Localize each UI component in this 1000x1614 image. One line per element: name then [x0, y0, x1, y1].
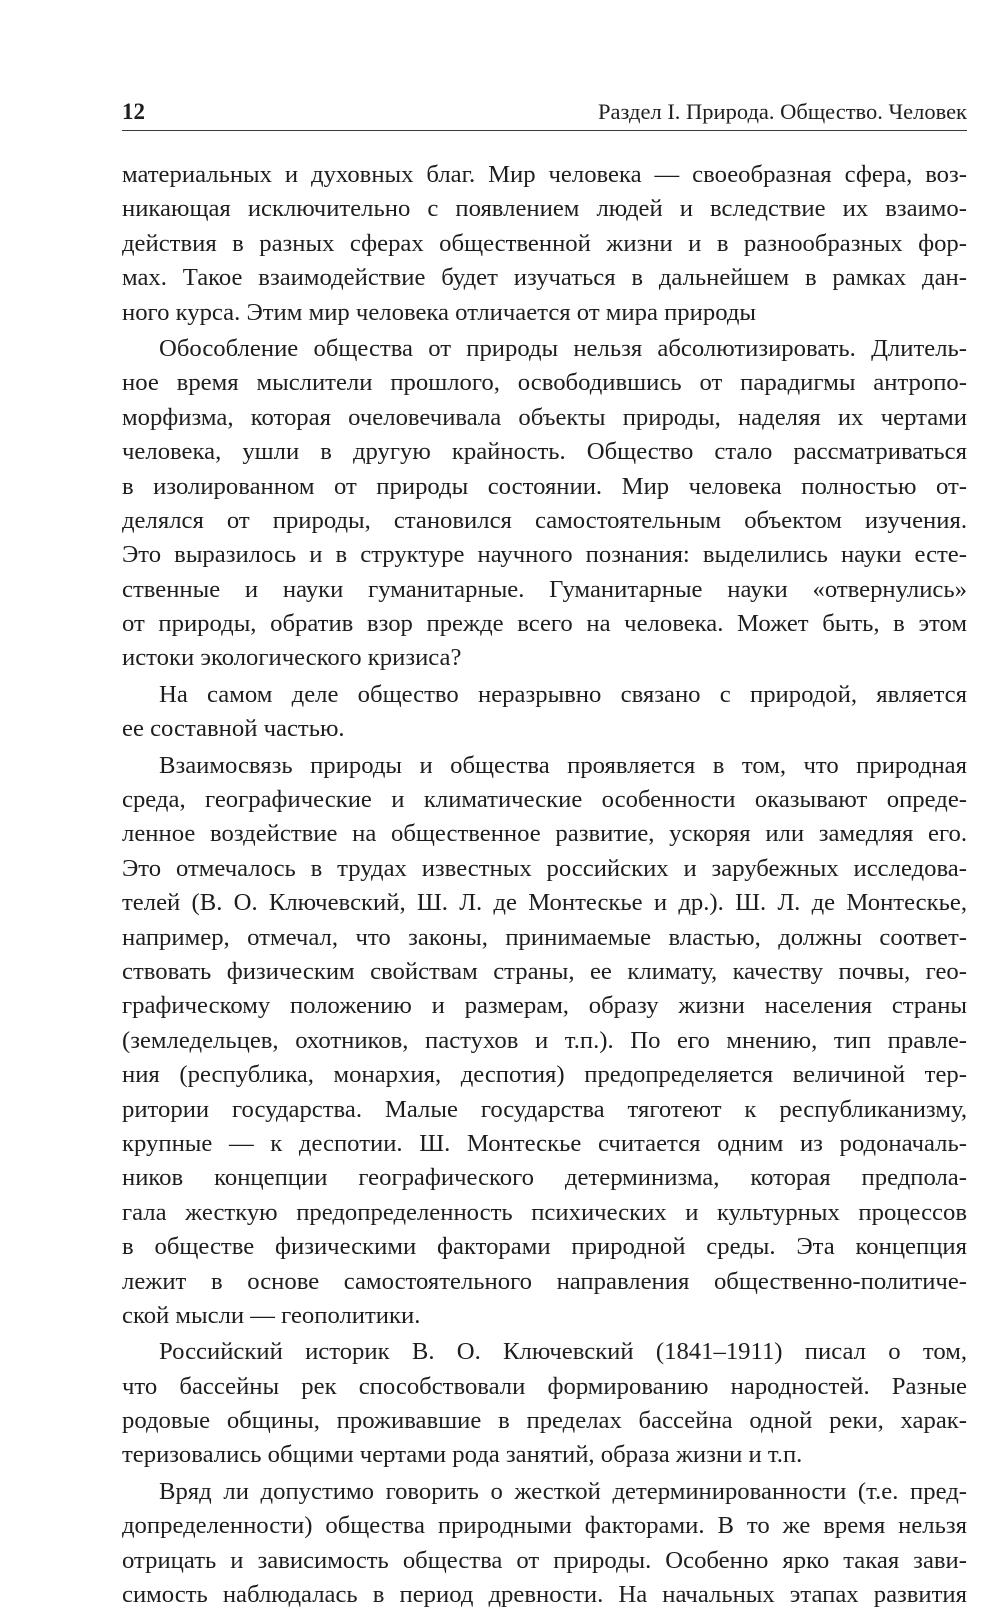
text-line: крупные — к деспотии. Ш. Монтескье считается одним из родоначаль- [122, 1129, 967, 1157]
text-line: истоки экологического кризиса? [122, 644, 462, 672]
text-line: родовые общины, проживавшие в пределах бассейна одной реки, харак- [122, 1407, 967, 1435]
text-line: от природы, обратив взор прежде всего на человека. Может быть, в этом [122, 610, 967, 638]
text-line: теризовались общими чертами рода занятий, образа жизни и т.п. [122, 1441, 803, 1469]
text-line: делялся от природы, становился самостоятельным объектом изучения. [122, 506, 967, 534]
text-line: Российский историк В. О. Ключевский (1841–1911) писал о том, [159, 1338, 967, 1366]
page-number: 12 [122, 99, 145, 124]
text-line: что бассейны рек способствовали формированию народностей. Разные [122, 1372, 967, 1400]
text-line: Это отмечалось в трудах известных российских и зарубежных исследова- [122, 854, 967, 882]
text-line: Обособление общества от природы нельзя абсолютизировать. Длитель- [159, 334, 967, 362]
text-line: в обществе физическими факторами природной среды. Эта концепция [122, 1233, 967, 1261]
text-line: телей (В. О. Ключевский, Ш. Л. де Монтескье и др.). Ш. Л. де Монтескье, [122, 889, 967, 917]
text-line: ленное воздействие на общественное развитие, ускоряя или замедляя его. [122, 820, 967, 848]
text-line: ее составной частью. [122, 715, 345, 743]
text-line: ников концепции географического детерминизма, которая предпола- [122, 1164, 967, 1192]
paragraph [122, 678, 967, 747]
paragraph [122, 158, 967, 330]
text-line: графическому положению и размерам, образу жизни населения страны [122, 992, 967, 1020]
text-line: отрицать и зависимость общества от природы. Особенно ярко такая зави- [122, 1546, 967, 1574]
text-line: ния (республика, монархия, деспотия) предопределяется величиной тер- [122, 1061, 967, 1089]
text-line: например, отмечал, что законы, принимаемые властью, должны соответ- [122, 923, 967, 951]
text-line: материальных и духовных благ. Мир человека — своеобразная сфера, воз- [122, 161, 967, 188]
text-line: Вряд ли допустимо говорить о жесткой детерминированности (т.е. пред- [159, 1477, 967, 1505]
text-line: гала жесткую предопределенность психических и культурных процессов [122, 1198, 967, 1226]
paragraph [122, 1335, 967, 1473]
section-title: Раздел I. Природа. Общество. Человек [598, 99, 967, 124]
text-line: в изолированном от природы состоянии. Мир человека полностью от- [122, 472, 967, 500]
text-line: (земледельцев, охотников, пастухов и т.п.). По его мнению, тип правле- [122, 1026, 967, 1054]
text-line: На самом деле общество неразрывно связано с природой, является [159, 680, 967, 708]
text-line: симость наблюдалась в период древности. На начальных этапах развития [122, 1581, 967, 1609]
text-line: мах. Такое взаимодействие будет изучаться в дальнейшем в рамках дан- [122, 264, 967, 292]
running-head [122, 96, 967, 131]
paragraph [122, 1475, 967, 1613]
body-text [122, 158, 967, 1614]
text-line: человека, ушли в другую крайность. Общество стало рассматриваться [122, 438, 967, 466]
text-line: морфизма, которая очеловечивала объекты природы, наделяя их чертами [122, 403, 967, 431]
text-line: среда, географические и климатические особенности оказывают опреде- [122, 786, 967, 814]
text-line: никающая исключительно с появлением людей и вследствие их взаимо- [122, 195, 967, 223]
text-line: ритории государства. Малые государства тяготеют к республиканизму, [122, 1095, 967, 1123]
text-line: допределенности) общества природными факторами. В то же время нельзя [122, 1512, 967, 1540]
text-line: ской мысли — геополитики. [122, 1301, 421, 1329]
text-line: ного курса. Этим мир человека отличается от мира природы [122, 298, 756, 326]
text-line: Взаимосвязь природы и общества проявляется в том, что природная [159, 751, 967, 779]
text-line: лежит в основе самостоятельного направления общественно-политиче- [122, 1267, 967, 1295]
paragraph [122, 749, 967, 1334]
text-line: ствовать физическим свойствам страны, ее климату, качеству почвы, гео- [122, 957, 967, 985]
text-line: ственные и науки гуманитарные. Гуманитарные науки «отвернулись» [122, 575, 967, 603]
paragraph [122, 332, 967, 676]
text-line: ное время мыслители прошлого, освободившись от парадигмы антропо- [122, 369, 967, 397]
text-line: Это выразилось и в структуре научного познания: выделились науки есте- [122, 541, 967, 569]
text-line: действия в разных сферах общественной жизни и в разнообразных фор- [122, 229, 967, 257]
